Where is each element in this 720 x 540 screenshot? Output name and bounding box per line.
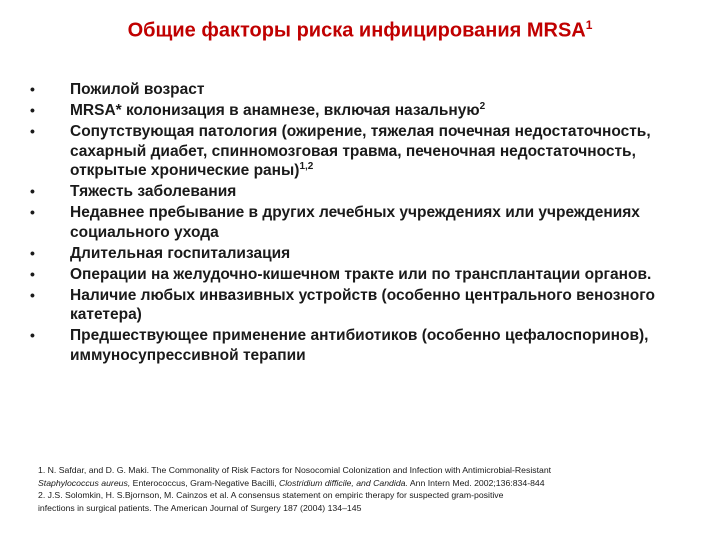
- bullet-icon: •: [30, 265, 35, 282]
- reference-1-text: 1. N. Safdar, and D. G. Maki. The Commonality of Risk Factors for Nosocomial Colonization and Infection with Antimicrobial-Resistant: [38, 465, 552, 475]
- reference-2: [38, 489, 688, 514]
- bullet-icon: •: [30, 244, 35, 261]
- bullet-icon: •: [30, 286, 35, 303]
- list-item: [30, 244, 710, 264]
- footnote-mark: 1,2: [299, 160, 314, 172]
- list-item: [30, 265, 710, 285]
- footnote-mark: 2: [479, 100, 486, 112]
- slide-title-footnote-mark: 1: [585, 18, 593, 32]
- slide-title: [0, 18, 720, 43]
- list-item-text: MRSA* колонизация в анамнезе, включая назальную: [70, 102, 480, 119]
- list-item-text: Длительная госпитализация: [70, 244, 291, 262]
- reference-1-italic-species: Staphylococcus aureus,: [38, 477, 131, 488]
- list-item: [30, 326, 710, 365]
- reference-2-text: 2. J.S. Solomkin, H. S.Bjornson, M. Cainzos et al. A consensus statement on empiric therapy for suspected gram-positive: [38, 490, 504, 500]
- list-item-text: Предшествующее применение антибиотиков (особенно цефалоспоринов), иммуносупрессивной терапии: [70, 327, 649, 364]
- list-item: [30, 80, 710, 100]
- list-item-text: Пожилой возраст: [70, 81, 205, 98]
- reference-1-journal: Ann Intern Med. 2002;136:834-844: [407, 477, 545, 488]
- reference-2-journal: infections in surgical patients. The American Journal of Surgery 187 (2004) 134–145: [38, 502, 362, 513]
- list-item: [30, 182, 710, 202]
- list-item-text: Недавнее пребывание в других лечебных учреждениях или учреждениях социального ухода: [70, 204, 640, 241]
- list-item: [30, 203, 710, 242]
- reference-1: [38, 464, 688, 489]
- list-item: [30, 286, 710, 325]
- bullet-icon: •: [30, 102, 35, 118]
- risk-factor-list: [30, 80, 710, 367]
- list-item: [30, 122, 710, 181]
- list-item-text: Сопутствующая патология (ожирение, тяжелая почечная недостаточность, сахарный диабет, спинномозговая травма, печеночная недостаточность, открытые хронические раны): [70, 123, 651, 179]
- bullet-icon: •: [30, 204, 35, 220]
- list-item-text: Наличие любых инвазивных устройств (особенно центрального венозного катетера): [70, 286, 655, 323]
- bullet-icon: •: [30, 183, 35, 199]
- slide-title-text: Общие факторы риска инфицирования MRSA: [127, 19, 586, 42]
- reference-1-text-cont: Enterococcus, Gram-Negative Bacilli,: [130, 477, 279, 488]
- list-item-text: Тяжесть заболевания: [70, 183, 237, 200]
- list-item: [30, 101, 710, 121]
- bullet-icon: •: [30, 327, 35, 343]
- bullet-icon: •: [30, 81, 35, 97]
- references: [38, 464, 688, 514]
- bullet-icon: •: [30, 123, 35, 139]
- reference-1-italic-species-2: Clostridium difficile, and Candida.: [278, 477, 408, 488]
- list-item-text: Операции на желудочно-кишечном тракте или по трансплантации органов.: [70, 265, 652, 283]
